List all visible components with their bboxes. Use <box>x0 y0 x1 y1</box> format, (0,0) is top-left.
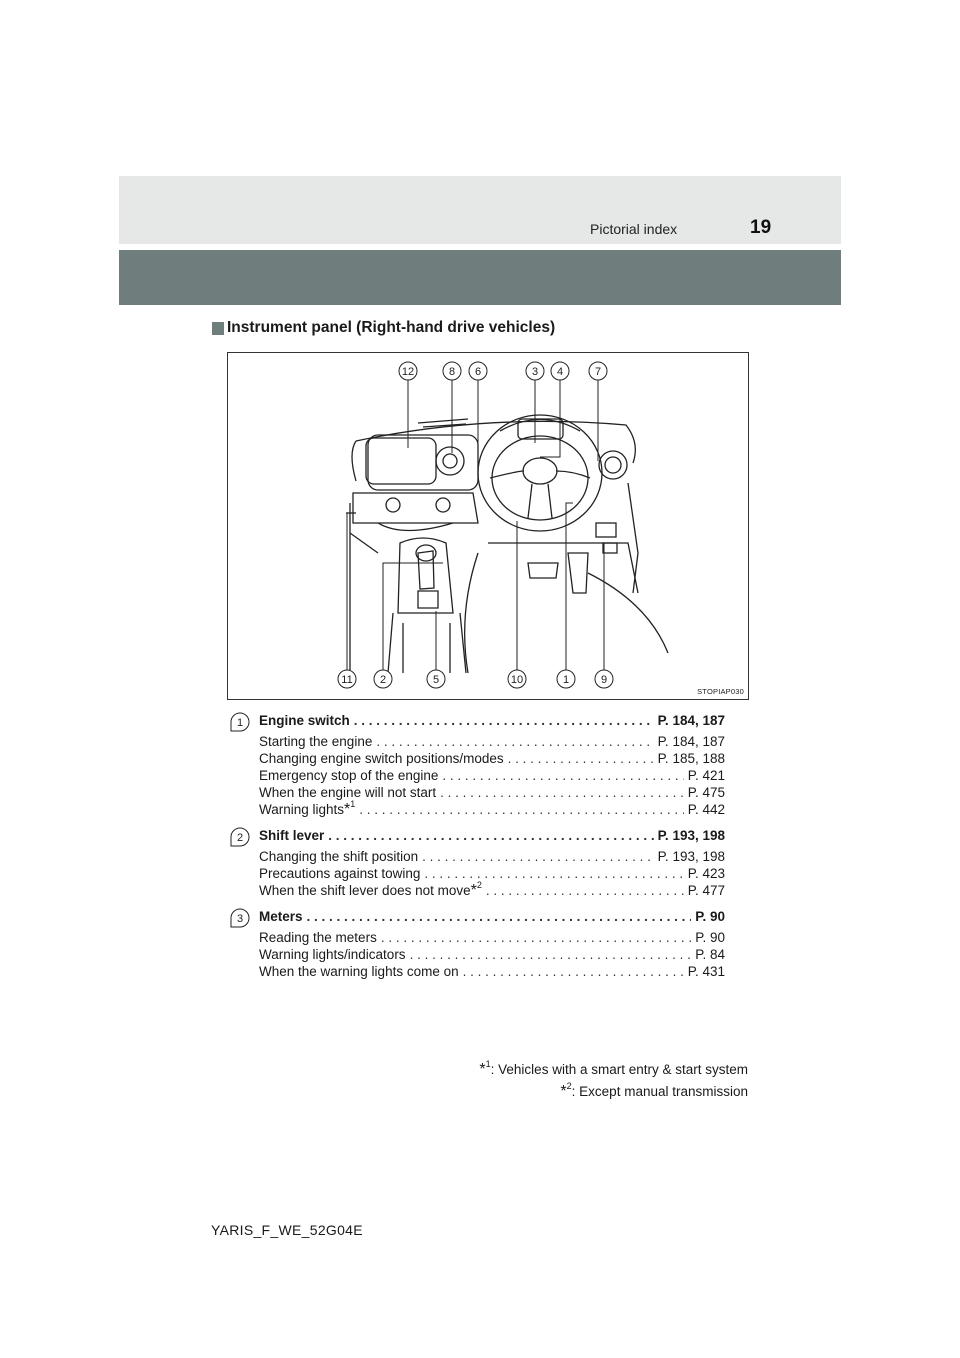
entry-title-line <box>259 827 725 844</box>
section-title: Instrument panel (Right-hand drive vehicles) <box>227 319 556 336</box>
callout-11 <box>338 670 356 688</box>
page-reference[interactable]: P. 184, 187 <box>657 734 725 749</box>
heading-square-icon <box>212 322 224 335</box>
svg-text:10: 10 <box>510 674 524 686</box>
entry-item: When the engine will not start . . . P. 475 <box>259 784 725 801</box>
entry-number-badge <box>230 712 250 732</box>
svg-text:3: 3 <box>236 913 244 925</box>
entry-item: Warning lights/indicators . . . P. 84 <box>259 946 725 963</box>
page-reference[interactable]: P. 442 <box>687 802 725 817</box>
header-bar <box>119 176 841 244</box>
entry-title: Shift lever <box>259 828 325 843</box>
svg-text:12: 12 <box>401 366 415 378</box>
svg-text:1: 1 <box>562 674 570 686</box>
page-reference[interactable]: P. 477 <box>687 883 725 898</box>
callout-12 <box>399 362 417 380</box>
page-reference[interactable]: P. 90 <box>695 930 725 945</box>
svg-text:7: 7 <box>594 366 602 378</box>
svg-text:11: 11 <box>341 674 353 686</box>
callout-10 <box>508 670 526 688</box>
footnote-marker: 2 <box>476 879 482 890</box>
page-reference[interactable]: P. 431 <box>687 964 725 979</box>
page-reference[interactable]: P. 90 <box>695 909 725 924</box>
svg-text:6: 6 <box>474 366 482 378</box>
callout-4 <box>551 362 569 380</box>
callout-9 <box>595 670 613 688</box>
entry-item: Starting the engine . . . P. 184, 187 <box>259 733 725 750</box>
entry-number-badge <box>230 908 250 928</box>
entry-item: Reading the meters . . . P. 90 <box>259 929 725 946</box>
page-reference[interactable]: P. 184, 187 <box>657 713 725 728</box>
entry-title: Meters <box>259 909 303 924</box>
entry-title-line <box>259 712 725 729</box>
svg-text:5: 5 <box>432 674 440 686</box>
callout-1 <box>557 670 575 688</box>
entry-title-line <box>259 908 725 925</box>
callout-2 <box>374 670 392 688</box>
page-reference[interactable]: P. 423 <box>687 866 725 881</box>
page-reference[interactable]: P. 421 <box>687 768 725 783</box>
callout-8 <box>443 362 461 380</box>
entry-item: Changing the shift position . . . P. 193, 198 <box>259 848 725 865</box>
page-reference[interactable]: P. 185, 188 <box>657 751 725 766</box>
page-reference[interactable]: P. 193, 198 <box>657 849 725 864</box>
index-entry-meters <box>230 908 725 980</box>
footnote-2: *$^2$: Except manual transmission <box>560 1080 748 1100</box>
instrument-panel-illustration <box>227 352 749 700</box>
svg-text:1: 1 <box>236 717 244 729</box>
entry-item: When the shift lever does not move*$^2$ . . . P. 477 <box>259 882 725 899</box>
page-number: 19 <box>750 217 772 238</box>
svg-text:2: 2 <box>236 832 244 844</box>
header-band <box>119 250 841 305</box>
dashboard-drawing <box>228 353 748 699</box>
entry-item: Changing engine switch positions/modes . . . P. 185, 188 <box>259 750 725 767</box>
running-section-title: Pictorial index <box>590 221 678 237</box>
entry-item: Emergency stop of the engine . . . P. 421 <box>259 767 725 784</box>
callout-5 <box>427 670 445 688</box>
entry-number-badge <box>230 827 250 847</box>
figure-code: STOPIAP030 <box>697 687 744 696</box>
svg-text:3: 3 <box>531 366 539 378</box>
page-reference[interactable]: P. 193, 198 <box>657 828 725 843</box>
index-entry-shift-lever <box>230 827 725 899</box>
callout-7 <box>589 362 607 380</box>
entry-item: Warning lights*$^1$ . . . P. 442 <box>259 801 725 818</box>
svg-text:8: 8 <box>448 366 456 378</box>
page-reference[interactable]: P. 475 <box>687 785 725 800</box>
entry-item: When the warning lights come on . . . P. 431 <box>259 963 725 980</box>
svg-text:4: 4 <box>556 366 564 378</box>
manual-model-code: YARIS_F_WE_52G04E <box>211 1222 363 1238</box>
footnote-marker: 1 <box>350 798 356 809</box>
section-heading <box>212 318 555 338</box>
footnotes <box>479 1059 748 1103</box>
callout-3 <box>526 362 544 380</box>
entry-title: Engine switch <box>259 713 350 728</box>
footnote-1: *$^1$: Vehicles with a smart entry & start system <box>479 1058 748 1078</box>
callout-6 <box>469 362 487 380</box>
index-entry-engine-switch <box>230 712 725 818</box>
page-reference[interactable]: P. 84 <box>695 947 725 962</box>
entry-item: Precautions against towing . . . P. 423 <box>259 865 725 882</box>
svg-text:2: 2 <box>379 674 387 686</box>
svg-text:9: 9 <box>600 674 608 686</box>
